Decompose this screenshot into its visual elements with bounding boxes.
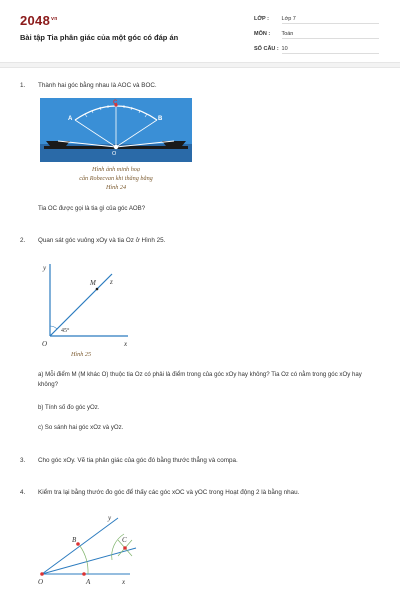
question-number: 3.	[20, 457, 26, 464]
question-number: 2.	[20, 237, 26, 244]
label-c: C	[122, 536, 127, 544]
label-45: 45°	[61, 328, 70, 334]
question-3	[20, 457, 238, 464]
figure-caption-24	[60, 165, 172, 192]
label-a: A	[86, 578, 91, 586]
meta-count	[254, 46, 379, 52]
question-2-part-c: c) So sánh hai góc xOz và yOz.	[38, 424, 124, 431]
question-2-part-b: b) Tính số đo góc yOz.	[38, 404, 100, 411]
header-separator	[0, 62, 400, 68]
meta-subject-label: MÔN :	[254, 31, 271, 37]
label-x: x	[122, 578, 126, 586]
bisector-construction-figure	[36, 510, 146, 588]
label-z: z	[110, 278, 113, 286]
angle-arc	[50, 326, 57, 329]
question-4	[20, 489, 299, 496]
meta-count-value: 10	[281, 46, 288, 52]
question-1-followup: Tia OC được gọi là tia gì của góc AOB?	[38, 205, 146, 212]
point-c	[123, 546, 127, 550]
label-m: M	[90, 279, 96, 287]
question-text: Kiểm tra lại bằng thước đo góc để thấy các góc xOC và yOC trong Hoạt động 2 là bằng nhau.	[38, 489, 300, 496]
meta-class	[254, 16, 379, 22]
label-y: y	[108, 514, 112, 522]
question-2-part-a: a) Mỗi điểm M (M khác O) thuộc tia Oz có phải là điểm trong của góc xOy hay không? Tia Oz có nằm trong góc xOy hay không?	[38, 371, 362, 388]
point-a	[82, 572, 86, 576]
question-text: Cho góc xOy. Vẽ tia phân giác của góc đó bằng thước thẳng và compa.	[38, 457, 238, 464]
label-o: O	[38, 578, 44, 586]
label-a: A	[68, 116, 73, 122]
label-y: y	[43, 264, 47, 272]
point-m	[96, 288, 99, 291]
meta-count-label: SỐ CÂU :	[254, 46, 279, 52]
label-o: O	[42, 340, 48, 348]
question-text: Quan sát góc vuông xOy và tia Oz ở Hình 25.	[38, 237, 166, 244]
question-number: 4.	[20, 489, 26, 496]
point-b	[76, 542, 80, 546]
ray-oz	[50, 274, 112, 336]
site-logo[interactable]: $2048^{vn}$	[20, 13, 58, 28]
arc-from-o	[80, 546, 88, 574]
document-title: Bài tập Tia phân giác của một góc có đáp án	[20, 33, 179, 42]
balance-scale-figure	[40, 98, 192, 162]
question-text: Thành hai góc bằng nhau là AOC và BOC.	[38, 82, 157, 89]
label-x: x	[124, 340, 128, 348]
question-1	[20, 82, 157, 89]
caption-line-2: cân Robecvan khi thăng bằng	[79, 175, 153, 182]
label-o: O	[112, 151, 117, 157]
caption-line-3: Hình 24	[105, 184, 127, 191]
label-b: B	[72, 536, 77, 544]
right-angle-figure	[40, 258, 140, 350]
document-header	[0, 0, 400, 58]
point-o	[40, 572, 44, 576]
label-b: B	[158, 116, 163, 122]
caption-line-1: Hình ảnh minh hoạ	[92, 166, 140, 173]
figure-caption-25: Hình 25	[70, 351, 92, 358]
question-number: 1.	[20, 82, 26, 89]
meta-class-label: LỚP :	[254, 16, 269, 22]
label-c: C	[113, 100, 118, 106]
pivot-point	[114, 145, 118, 149]
meta-subject	[254, 31, 379, 37]
question-2	[20, 237, 165, 244]
meta-class-value: Lớp 7	[281, 16, 296, 22]
meta-subject-value: Toán	[281, 31, 294, 37]
